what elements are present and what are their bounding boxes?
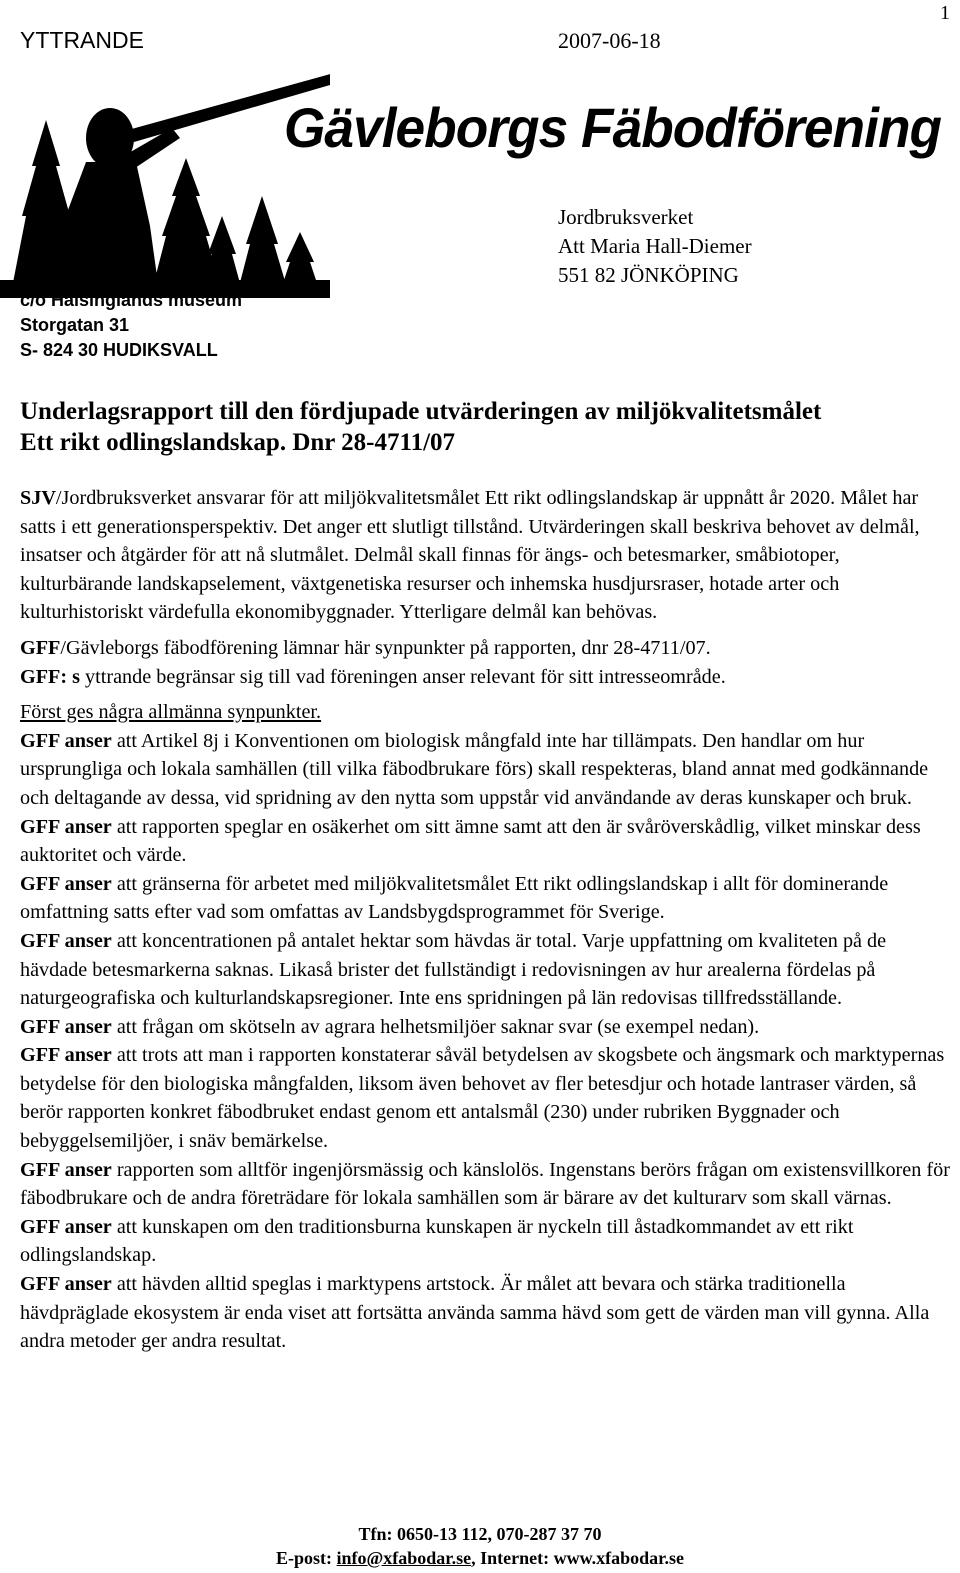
footer-phone: Tfn: 0650-13 112, 070-287 37 70	[358, 1524, 602, 1544]
point-text: att frågan om skötseln av agrara helhetsmiljöer saknar svar (se exempel nedan).	[111, 1015, 760, 1038]
gffs-label: GFF: s	[20, 665, 80, 688]
page-number: 1	[940, 2, 950, 24]
point-paragraph	[20, 727, 955, 813]
point-paragraph	[20, 1041, 955, 1155]
point-text: rapporten som alltför ingenjörsmässig och känslolös. Ingenstans berörs frågan om existensvillkoren för fäbodbrukare och de andra företrädare för lokala samhällen som är bärare av det kulturarv som skall värnas.	[20, 1158, 950, 1210]
point-label: GFF anser	[20, 1158, 112, 1181]
recipient-line: Att Maria Hall-Diemer	[558, 234, 752, 258]
intro-label: SJV	[20, 487, 56, 509]
point-text: att kunskapen om den traditionsburna kunskapen är nyckeln till åstadkommandet av ett rikt odlingslandskap.	[20, 1215, 854, 1267]
point-label: GFF anser	[20, 1215, 112, 1238]
point-label: GFF anser	[20, 729, 112, 752]
organization-logo-text: Gävleborgs Fäbodförening	[284, 96, 942, 159]
point-label: GFF anser	[20, 872, 112, 895]
point-text: att rapporten speglar en osäkerhet om sitt ämne samt att den är svåröverskådlig, vilket minskar dess auktoritet och värde.	[20, 815, 921, 867]
recipient-line: 551 82 JÖNKÖPING	[558, 263, 739, 287]
point-paragraph	[20, 1213, 955, 1270]
point-label: GFF anser	[20, 1044, 112, 1067]
footer-internet: , Internet: www.xfabodar.se	[471, 1548, 684, 1568]
subject-line: Ett rikt odlingslandskap. Dnr 28-4711/07	[20, 429, 456, 456]
footer-email-link[interactable]: info@xfabodar.se	[336, 1548, 472, 1568]
point-text: att gränserna för arbetet med miljökvalitetsmålet Ett rikt odlingslandskap i allt för dominerande omfattning satts efter vad som omfattas av Landsbygdsprogrammet för Sverige.	[20, 872, 889, 924]
sender-address	[20, 288, 242, 363]
point-paragraph	[20, 927, 955, 1013]
gff-label: GFF	[20, 636, 61, 659]
footer-email-prefix: E-post:	[276, 1548, 337, 1568]
point-label: GFF anser	[20, 1273, 112, 1296]
intro-text: /Jordbruksverket ansvarar för att miljökvalitetsmålet Ett rikt odlingslandskap är uppnått år 2020. Målet har satts i ett generationsperspektiv. Det anger ett slutligt tillstånd. Utvärderingen skall beskriva behovet av delmål, insatser och åtgärder för att nå slutmålet. Delmål skall finnas för ängs- och betesmarker, småbiotoper, kulturbärande landskapselement, växtgenetiska resurser och inhemska husdjursraser, hotade arter och kulturhistoriskt värdefulla ekonomibyggnader. Ytterligare delmål kan behövas.	[20, 487, 920, 624]
general-heading: Först ges några allmänna synpunkter.	[20, 701, 322, 724]
document-date: 2007-06-18	[558, 28, 661, 53]
sender-line: Storgatan 31	[20, 315, 130, 335]
point-text: att Artikel 8j i Konventionen om biologisk mångfald inte har tillämpats. Den handlar om hur ursprungliga och lokala samhällen (till vilka fäbodbrukare förs) skall respekteras, bland annat med godkännande och deltagande av dessa, vid spridning av den nytta som uppstår vid användande av deras kunskaper och bruk.	[20, 729, 929, 809]
point-label: GFF anser	[20, 815, 112, 838]
point-text: att koncentrationen på antalet hektar som hävdas är total. Varje uppfattning om kvaliteten på de hävdade betesmarkerna saknas. Likaså brister det fullständigt i redovisningen av hur arealerna fördelas på naturgeografiska och kulturlandskapsregioner. Inte ens spridningen på län redovisas tillfredsställande.	[20, 929, 887, 1010]
gffs-text: yttrande begränsar sig till vad föreningen anser relevant för sitt intresseområde.	[80, 665, 726, 688]
point-paragraph	[20, 1270, 955, 1356]
sender-line: S- 824 30 HUDIKSVALL	[20, 340, 218, 360]
sender-line: c/o Hälsinglands museum	[20, 290, 243, 310]
subject-line: Underlagsrapport till den fördjupade utvärderingen av miljökvalitetsmålet	[20, 398, 822, 425]
point-paragraph	[20, 870, 955, 927]
recipient-address	[558, 203, 752, 290]
intro-paragraph	[20, 484, 955, 627]
document-body	[20, 484, 955, 1356]
point-text: att trots att man i rapporten konstaterar såväl betydelsen av skogsbete och ängsmark och marktypernas betydelse för den biologiska mångfalden, liksom även behovet av fler betesdjur och hotade lantraser värden, så berör rapporten konkret fäbodbruket endast genom ett antalsmål (230) under rubriken Byggnader och bebyggelsemiljöer, i snäv bemärkelse.	[20, 1044, 945, 1153]
point-label: GFF anser	[20, 1015, 112, 1038]
gff-text: /Gävleborgs fäbodförening lämnar här synpunkter på rapporten, dnr 28-4711/07.	[60, 636, 711, 659]
page-footer	[0, 1522, 960, 1570]
document-subject	[20, 396, 821, 458]
recipient-line: Jordbruksverket	[558, 205, 694, 229]
point-paragraph	[20, 1013, 955, 1042]
point-paragraph	[20, 1156, 955, 1213]
point-label: GFF anser	[20, 929, 112, 952]
point-text: att hävden alltid speglas i marktypens artstock. Är målet att bevara och stärka traditionella hävdpräglade ekosystem är enda viset att fortsätta använda samma hävd som gett de värden man vill gynna. Alla andra metoder ger andra resultat.	[20, 1273, 930, 1353]
document-type: YTTRANDE	[20, 27, 144, 53]
point-paragraph	[20, 813, 955, 870]
gff-paragraph	[20, 634, 955, 663]
footer-contact	[0, 1546, 960, 1570]
logo-silhouette-icon	[0, 66, 330, 298]
gffs-paragraph	[20, 663, 955, 692]
